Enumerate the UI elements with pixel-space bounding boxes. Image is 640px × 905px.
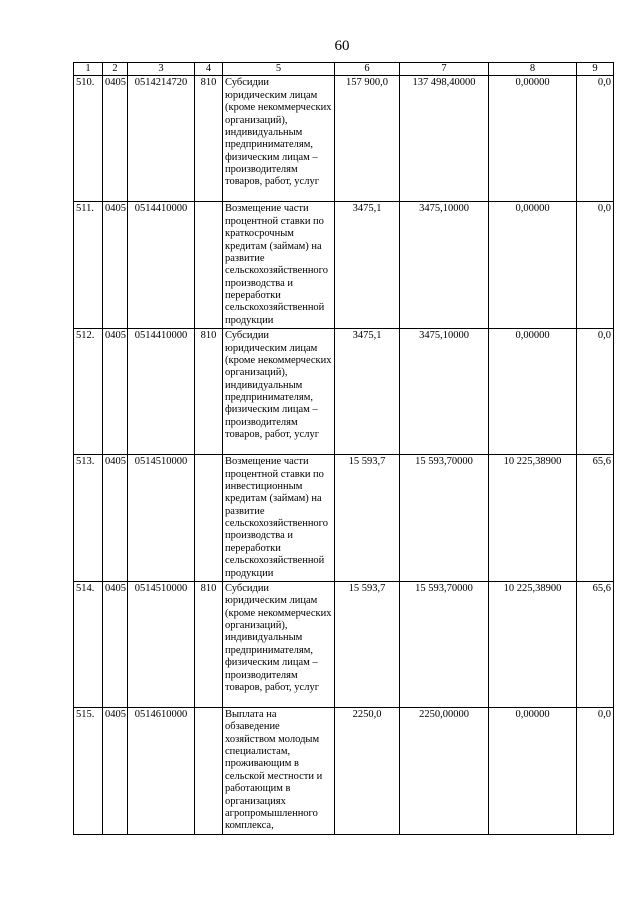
- header-cell: 6: [335, 63, 400, 76]
- value-col7-cell: 15 593,70000: [400, 455, 489, 582]
- expense-type-cell: 810: [195, 76, 223, 202]
- item-name-cell: Возмещение части процентной ставки по краткосрочным кредитам (займам) на развитие сельскохозяйственного производства и переработки сельскохозяйственной продукции: [223, 202, 335, 329]
- item-name-cell: Субсидии юридическим лицам (кроме некоммерческих организаций), индивидуальным предпринимателям, физическим лицам – производителям товаров, работ, услуг: [223, 76, 335, 202]
- section-code-cell: 0405: [103, 455, 128, 582]
- table-row: [74, 202, 614, 329]
- value-col9-cell: 65,6: [577, 581, 614, 707]
- header-cell: 1: [74, 63, 103, 76]
- value-col8-cell: 10 225,38900: [489, 455, 577, 582]
- target-article-cell: 0514510000: [128, 581, 195, 707]
- table-row: [74, 707, 614, 834]
- header-cell: 7: [400, 63, 489, 76]
- value-col6-cell: 3475,1: [335, 329, 400, 455]
- section-code-cell: 0405: [103, 707, 128, 834]
- expense-type-cell: [195, 202, 223, 329]
- section-code-cell: 0405: [103, 329, 128, 455]
- target-article-cell: 0514410000: [128, 202, 195, 329]
- target-article-cell: 0514410000: [128, 329, 195, 455]
- target-article-cell: 0514214720: [128, 76, 195, 202]
- item-name-cell: Возмещение части процентной ставки по инвестиционным кредитам (займам) на развитие сельскохозяйственного производства и переработки сельскохозяйственной продукции: [223, 455, 335, 582]
- value-col6-cell: 157 900,0: [335, 76, 400, 202]
- value-col9-cell: 65,6: [577, 455, 614, 582]
- expense-type-cell: [195, 455, 223, 582]
- row-number-cell: 510.: [74, 76, 103, 202]
- row-number-cell: 511.: [74, 202, 103, 329]
- value-col6-cell: 2250,0: [335, 707, 400, 834]
- header-cell: 8: [489, 63, 577, 76]
- header-cell: 5: [223, 63, 335, 76]
- value-col6-cell: 15 593,7: [335, 581, 400, 707]
- expense-type-cell: [195, 707, 223, 834]
- value-col7-cell: 2250,00000: [400, 707, 489, 834]
- expense-type-cell: 810: [195, 581, 223, 707]
- item-name-cell: Субсидии юридическим лицам (кроме некоммерческих организаций), индивидуальным предпринимателям, физическим лицам – производителям товаров, работ, услуг: [223, 329, 335, 455]
- value-col7-cell: 3475,10000: [400, 202, 489, 329]
- target-article-cell: 0514610000: [128, 707, 195, 834]
- section-code-cell: 0405: [103, 581, 128, 707]
- expense-type-cell: 810: [195, 329, 223, 455]
- value-col8-cell: 0,00000: [489, 329, 577, 455]
- value-col9-cell: 0,0: [577, 329, 614, 455]
- value-col6-cell: 15 593,7: [335, 455, 400, 582]
- section-code-cell: 0405: [103, 202, 128, 329]
- table-row: [74, 76, 614, 202]
- table-row: [74, 455, 614, 582]
- section-code-cell: 0405: [103, 76, 128, 202]
- value-col8-cell: 0,00000: [489, 707, 577, 834]
- item-name-cell: Выплата на обзаведение хозяйством молодым специалистам, проживающим в сельской местности и работающим в организациях агропромышленного комплекса,: [223, 707, 335, 834]
- budget-table: [73, 62, 614, 835]
- table-row: [74, 581, 614, 707]
- value-col6-cell: 3475,1: [335, 202, 400, 329]
- value-col7-cell: 15 593,70000: [400, 581, 489, 707]
- row-number-cell: 515.: [74, 707, 103, 834]
- value-col9-cell: 0,0: [577, 202, 614, 329]
- target-article-cell: 0514510000: [128, 455, 195, 582]
- value-col8-cell: 0,00000: [489, 202, 577, 329]
- header-row: [74, 63, 614, 76]
- value-col9-cell: 0,0: [577, 707, 614, 834]
- header-cell: 3: [128, 63, 195, 76]
- value-col9-cell: 0,0: [577, 76, 614, 202]
- row-number-cell: 512.: [74, 329, 103, 455]
- row-number-cell: 513.: [74, 455, 103, 582]
- table-row: [74, 329, 614, 455]
- header-cell: 9: [577, 63, 614, 76]
- row-number-cell: 514.: [74, 581, 103, 707]
- value-col7-cell: 3475,10000: [400, 329, 489, 455]
- value-col7-cell: 137 498,40000: [400, 76, 489, 202]
- item-name-cell: Субсидии юридическим лицам (кроме некоммерческих организаций), индивидуальным предпринимателям, физическим лицам – производителям товаров, работ, услуг: [223, 581, 335, 707]
- page-number: 60: [334, 38, 350, 54]
- header-cell: 2: [103, 63, 128, 76]
- header-cell: 4: [195, 63, 223, 76]
- value-col8-cell: 0,00000: [489, 76, 577, 202]
- value-col8-cell: 10 225,38900: [489, 581, 577, 707]
